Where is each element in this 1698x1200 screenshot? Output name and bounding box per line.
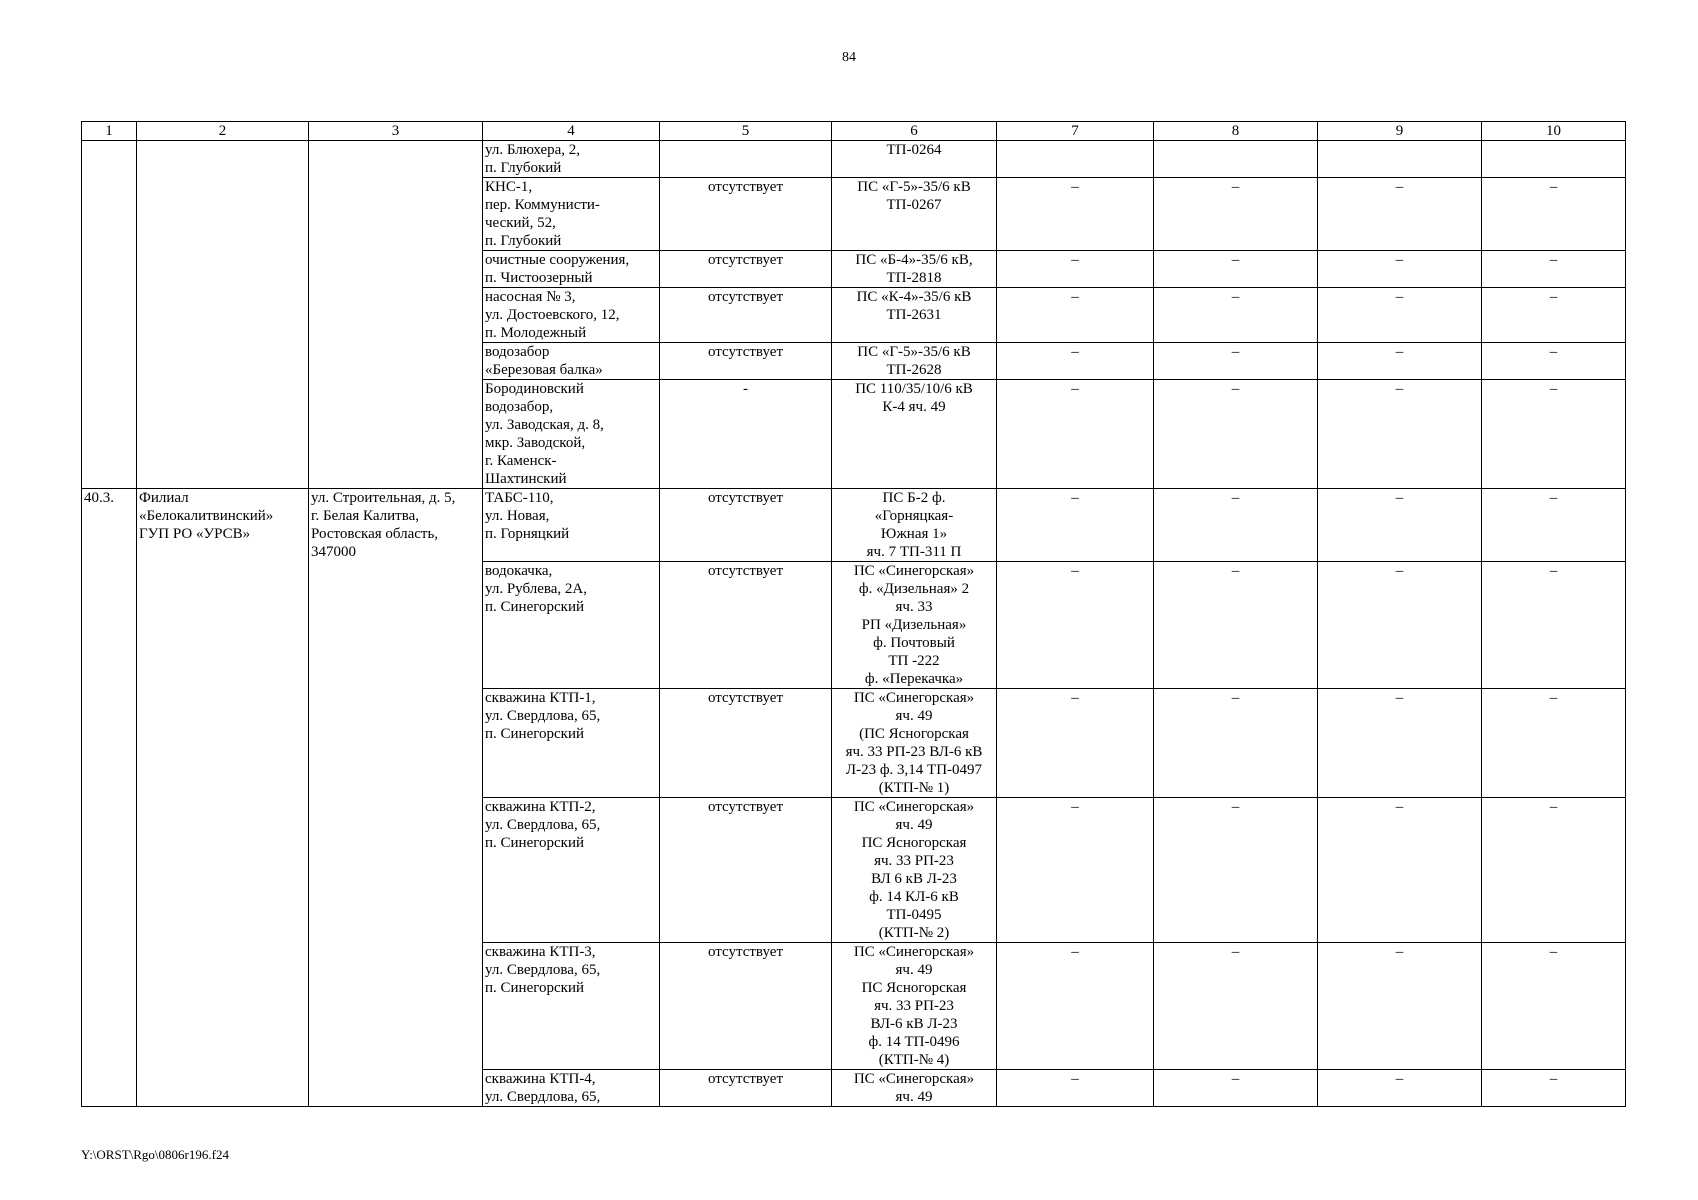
cell-line: насосная № 3, (485, 289, 576, 305)
facility-address-cell (483, 380, 660, 489)
facility-address-cell (483, 178, 660, 251)
value-cell-c8 (1154, 141, 1318, 178)
value-cell-c10: – (1482, 562, 1626, 689)
table-row (82, 141, 1626, 178)
value-cell-c7: – (997, 798, 1154, 943)
cell-line: очистные сооружения, (485, 252, 630, 268)
cell-line: п. Глубокий (485, 233, 562, 249)
substation-cell (832, 178, 997, 251)
cell-line: яч. 33 РП-23 (874, 853, 954, 869)
cell-line: Филиал (139, 490, 189, 506)
substation-cell (832, 489, 997, 562)
value-cell-c10 (1482, 141, 1626, 178)
cell-line: п. Синегорский (485, 835, 585, 851)
cell-line: г. Каменск- (485, 453, 557, 469)
cell-line: водозабор (485, 344, 550, 360)
cell-line: яч. 49 (895, 708, 933, 724)
status-cell: отсутствует (660, 798, 832, 943)
value-cell-c9: – (1318, 343, 1482, 380)
status-cell: отсутствует (660, 178, 832, 251)
facility-address-cell (483, 343, 660, 380)
col-header-3: 3 (309, 122, 483, 141)
substation-cell (832, 251, 997, 288)
value-cell-c9: – (1318, 562, 1482, 689)
value-cell-c7: – (997, 288, 1154, 343)
status-cell: - (660, 380, 832, 489)
page-number: 84 (842, 50, 856, 65)
value-cell-c7: – (997, 943, 1154, 1070)
status-cell: отсутствует (660, 689, 832, 798)
substation-cell (832, 1070, 997, 1107)
facility-address-cell (483, 489, 660, 562)
substation-cell (832, 798, 997, 943)
substation-cell (832, 343, 997, 380)
value-cell-c10: – (1482, 943, 1626, 1070)
value-cell-c8: – (1154, 251, 1318, 288)
cell-line: яч. 49 (895, 962, 933, 978)
facility-address-cell (483, 798, 660, 943)
cell-line: ул. Заводская, д. 8, (485, 417, 604, 433)
value-cell-c10: – (1482, 288, 1626, 343)
status-cell: отсутствует (660, 343, 832, 380)
cell-line: яч. 33 РП-23 ВЛ-6 кВ (845, 744, 983, 760)
column-number-row (82, 122, 1626, 141)
cell-line: «Березовая балка» (485, 362, 603, 378)
value-cell-c7: – (997, 178, 1154, 251)
org-address-cell (309, 489, 483, 1107)
facility-address-cell (483, 141, 660, 178)
table-row (82, 489, 1626, 562)
file-path-footer: Y:\ORST\Rgo\0806r196.f24 (81, 1147, 229, 1162)
status-cell: отсутствует (660, 562, 832, 689)
cell-line: ф. 14 КЛ-6 кВ (869, 889, 959, 905)
cell-line: ТП-2631 (886, 307, 942, 323)
cell-line: п. Горняцкий (485, 526, 570, 542)
value-cell-c8: – (1154, 562, 1318, 689)
cell-line: ТП-2628 (886, 362, 942, 378)
status-cell: отсутствует (660, 251, 832, 288)
cell-line: ТП-2818 (886, 270, 942, 286)
substation-cell (832, 943, 997, 1070)
cell-line: скважина КТП-3, (485, 944, 596, 960)
status-cell: отсутствует (660, 489, 832, 562)
cell-line: яч. 33 (895, 599, 933, 615)
value-cell-c10: – (1482, 343, 1626, 380)
cell-line: п. Синегорский (485, 980, 585, 996)
col-header-6: 6 (832, 122, 997, 141)
value-cell-c10: – (1482, 689, 1626, 798)
value-cell-c7: – (997, 489, 1154, 562)
cell-line: пер. Коммунисти- (485, 197, 600, 213)
substation-cell (832, 141, 997, 178)
cell-line: Л-23 ф. 3,14 ТП-0497 (845, 762, 983, 778)
cell-line: ул. Достоевского, 12, (485, 307, 620, 323)
cell-line: ТП-0267 (886, 197, 942, 213)
cell-line: яч. 49 (895, 1089, 933, 1105)
cell-line: ПС «Синегорская» (853, 563, 975, 579)
cell-line: ТП -222 (888, 653, 940, 669)
facility-address-cell (483, 562, 660, 689)
status-cell: отсутствует (660, 943, 832, 1070)
cell-line: скважина КТП-2, (485, 799, 596, 815)
cell-line: п. Синегорский (485, 599, 585, 615)
value-cell-c8: – (1154, 1070, 1318, 1107)
cell-line: ф. «Дизельная» 2 (858, 581, 970, 597)
cell-line: водозабор, (485, 399, 554, 415)
cell-line: «Горняцкая- (874, 508, 954, 524)
value-cell-c9: – (1318, 489, 1482, 562)
value-cell-c7: – (997, 343, 1154, 380)
value-cell-c7: – (997, 1070, 1154, 1107)
col-header-9: 9 (1318, 122, 1482, 141)
cell-line: Южная 1» (880, 526, 948, 542)
value-cell-c9: – (1318, 1070, 1482, 1107)
col-header-1: 1 (82, 122, 137, 141)
value-cell-c8: – (1154, 943, 1318, 1070)
value-cell-c9: – (1318, 689, 1482, 798)
cell-line: ПС 110/35/10/6 кВ (855, 381, 973, 397)
cell-line: 347000 (311, 544, 356, 560)
value-cell-c10: – (1482, 380, 1626, 489)
col-header-5: 5 (660, 122, 832, 141)
organization-cell (137, 489, 309, 1107)
substation-cell (832, 288, 997, 343)
cell-line: ВЛ 6 кВ Л-23 (871, 871, 957, 887)
cell-line: ПС Ясногорская (861, 835, 967, 851)
value-cell-c9: – (1318, 178, 1482, 251)
value-cell-c10: – (1482, 1070, 1626, 1107)
cell-line: водокачка, (485, 563, 553, 579)
cell-line: п. Синегорский (485, 726, 585, 742)
cell-line: ф. «Перекачка» (864, 671, 964, 687)
cell-line: скважина КТП-1, (485, 690, 596, 706)
cell-line: г. Белая Калитва, (311, 508, 419, 524)
cell-line: Ростовская область, (311, 526, 439, 542)
cell-line: ГУП РО «УРСВ» (139, 526, 251, 542)
cell-line: ПС «Синегорская» (853, 1071, 975, 1087)
cell-line: Шахтинский (485, 471, 567, 487)
value-cell-c8: – (1154, 288, 1318, 343)
substation-cell (832, 562, 997, 689)
cell-line: (КТП-№ 2) (878, 925, 950, 941)
col-header-10: 10 (1482, 122, 1626, 141)
value-cell-c9: – (1318, 288, 1482, 343)
facility-address-cell (483, 689, 660, 798)
cell-line: ул. Рублева, 2А, (485, 581, 587, 597)
value-cell-c9: – (1318, 251, 1482, 288)
col-header-4: 4 (483, 122, 660, 141)
value-cell-c9: – (1318, 380, 1482, 489)
substation-cell (832, 689, 997, 798)
cell-line: ул. Свердлова, 65, (485, 817, 601, 833)
col-header-7: 7 (997, 122, 1154, 141)
cell-line: ВЛ-6 кВ Л-23 (870, 1016, 958, 1032)
cell-line: яч. 49 (895, 817, 933, 833)
cell-line: п. Молодежный (485, 325, 587, 341)
cell-line: ТП-0495 (886, 907, 942, 923)
cell-line: яч. 33 РП-23 (874, 998, 954, 1014)
cell-line: мкр. Заводской, (485, 435, 586, 451)
cell-line: ул. Строительная, д. 5, (311, 490, 456, 506)
cell-line: ПС «К-4»-35/6 кВ (856, 289, 972, 305)
cell-line: (КТП-№ 4) (878, 1052, 950, 1068)
facility-address-cell (483, 1070, 660, 1107)
cell-line: ПС «Синегорская» (853, 799, 975, 815)
number-cell (82, 141, 137, 489)
value-cell-c9: – (1318, 798, 1482, 943)
cell-line: (ПС Ясногорская (859, 726, 969, 742)
value-cell-c7: – (997, 562, 1154, 689)
cell-line: ПС Б-2 ф. (882, 490, 946, 506)
value-cell-c10: – (1482, 251, 1626, 288)
value-cell-c8: – (1154, 380, 1318, 489)
value-cell-c8: – (1154, 343, 1318, 380)
cell-line: ПС «Г-5»-35/6 кВ (857, 179, 971, 195)
cell-line: ул. Новая, (485, 508, 550, 524)
cell-line: ф. Почтовый (873, 635, 955, 651)
cell-line: ТАБС-110, (485, 490, 554, 506)
cell-line: п. Глубокий (485, 160, 562, 176)
cell-line: ПС «Синегорская» (853, 944, 975, 960)
cell-line: п. Чистоозерный (485, 270, 593, 286)
organization-cell (137, 141, 309, 489)
substation-cell (832, 380, 997, 489)
value-cell-c10: – (1482, 798, 1626, 943)
cell-line: ческий, 52, (485, 215, 556, 231)
value-cell-c7: – (997, 380, 1154, 489)
value-cell-c7: – (997, 251, 1154, 288)
col-header-8: 8 (1154, 122, 1318, 141)
cell-line: ул. Блюхера, 2, (485, 142, 581, 158)
cell-line: (КТП-№ 1) (878, 780, 950, 796)
cell-line: ул. Свердлова, 65, (485, 962, 601, 978)
cell-line: яч. 7 ТП-311 П (866, 544, 962, 560)
cell-line: ПС «Синегорская» (853, 690, 975, 706)
status-cell: отсутствует (660, 1070, 832, 1107)
value-cell-c10: – (1482, 489, 1626, 562)
value-cell-c9 (1318, 141, 1482, 178)
cell-line: ПС Ясногорская (861, 980, 967, 996)
status-cell: отсутствует (660, 288, 832, 343)
data-table (81, 121, 1626, 1107)
value-cell-c9: – (1318, 943, 1482, 1070)
value-cell-c8: – (1154, 798, 1318, 943)
number-cell: 40.3. (82, 489, 137, 1107)
cell-line: ПС «Г-5»-35/6 кВ (857, 344, 971, 360)
cell-line: ТП-0264 (886, 142, 942, 158)
facility-address-cell (483, 943, 660, 1070)
facility-address-cell (483, 251, 660, 288)
cell-line: «Белокалитвинский» (139, 508, 274, 524)
col-header-2: 2 (137, 122, 309, 141)
value-cell-c8: – (1154, 689, 1318, 798)
cell-line: РП «Дизельная» (861, 617, 967, 633)
cell-line: ф. 14 ТП-0496 (868, 1034, 960, 1050)
value-cell-c7: – (997, 689, 1154, 798)
status-cell (660, 141, 832, 178)
cell-line: К-4 яч. 49 (882, 399, 946, 415)
org-address-cell (309, 141, 483, 489)
cell-line: Бородиновский (485, 381, 584, 397)
cell-line: скважина КТП-4, (485, 1071, 596, 1087)
cell-line: ул. Свердлова, 65, (485, 708, 601, 724)
cell-line: ул. Свердлова, 65, (485, 1089, 601, 1105)
cell-line: ПС «Б-4»-35/6 кВ, (855, 252, 973, 268)
value-cell-c10: – (1482, 178, 1626, 251)
cell-line: КНС-1, (485, 179, 533, 195)
value-cell-c7 (997, 141, 1154, 178)
value-cell-c8: – (1154, 178, 1318, 251)
facility-address-cell (483, 288, 660, 343)
value-cell-c8: – (1154, 489, 1318, 562)
